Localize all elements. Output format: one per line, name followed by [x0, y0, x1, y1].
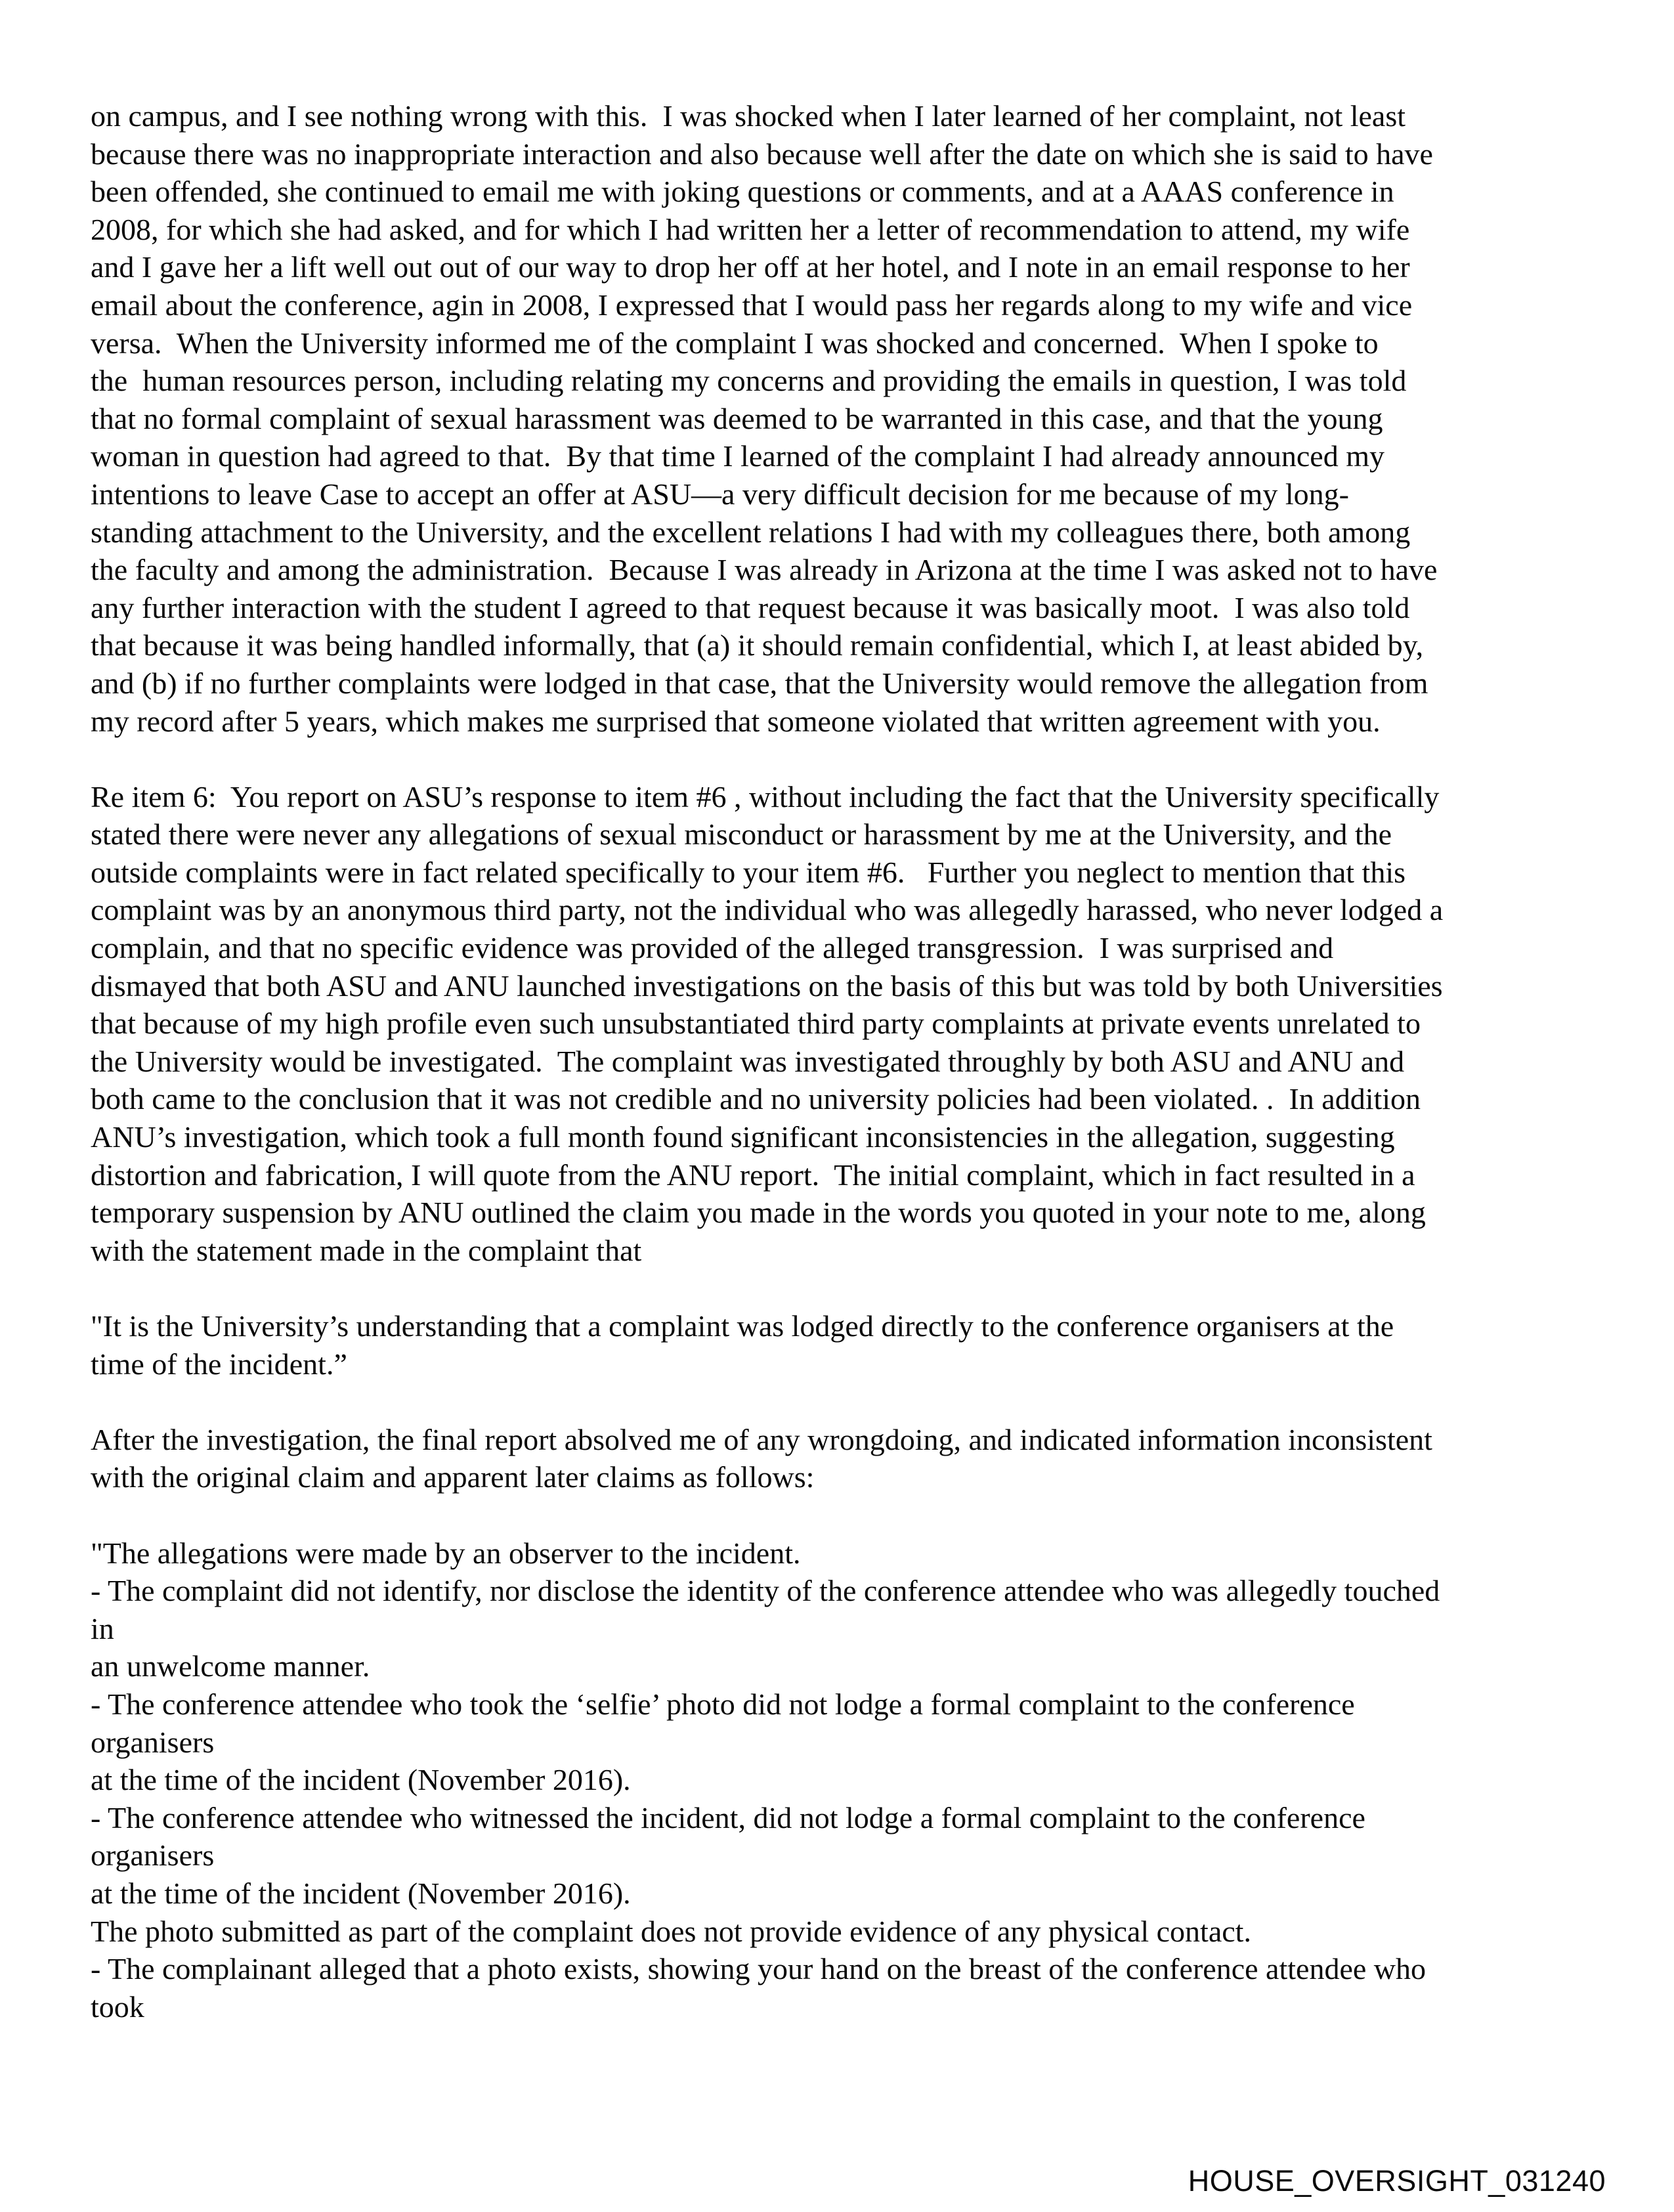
text-line: at the time of the incident (November 2016). [91, 1763, 631, 1797]
text-line: that because of my high profile even such unsubstantiated third party complaints at private events unrelated to [91, 1007, 1421, 1041]
text-line: - The conference attendee who witnessed the incident, did not lodge a formal complaint to the conference [91, 1800, 1365, 1834]
text-line: The photo submitted as part of the complaint does not provide evidence of any physical contact. [91, 1914, 1251, 1948]
text-line: that no formal complaint of sexual harassment was deemed to be warranted in this case, and that the young [91, 401, 1383, 435]
text-line: outside complaints were in fact related specifically to your item #6. Further you neglect to mention that this [91, 855, 1406, 889]
text-line: temporary suspension by ANU outlined the claim you made in the words you quoted in your note to me, along [91, 1196, 1426, 1230]
text-line: the faculty and among the administration. Because I was already in Arizona at the time I was asked not to have [91, 553, 1438, 587]
text-line: my record after 5 years, which makes me surprised that someone violated that written agreement with you. [91, 704, 1381, 738]
text-line: complaint was by an anonymous third party, not the individual who was allegedly harassed, who never lodged a [91, 893, 1444, 927]
text-line: because there was no inappropriate interaction and also because well after the date on which she is said to have [91, 137, 1433, 171]
text-line: and (b) if no further complaints were lodged in that case, that the University would remove the allegation from [91, 666, 1428, 700]
text-line: woman in question had agreed to that. By that time I learned of the complaint I had already announced my [91, 439, 1384, 473]
text-line: ANU’s investigation, which took a full month found significant inconsistencies in the allegation, suggesting [91, 1120, 1395, 1154]
text-line: organisers [91, 1725, 215, 1759]
text-line: stated there were never any allegations of sexual misconduct or harassment by me at the University, and the [91, 817, 1392, 852]
text-line: "It is the University’s understanding that a complaint was lodged directly to the conference organisers at the [91, 1309, 1394, 1343]
paragraph-after-investigation [91, 1421, 1620, 1496]
paragraph-university-quote [91, 1307, 1620, 1383]
text-line: time of the incident.” [91, 1347, 347, 1381]
text-line: versa. When the University informed me of the complaint I was shocked and concerned. When I spoke to [91, 326, 1379, 360]
text-line: dismayed that both ASU and ANU launched investigations on the basis of this but was told by both Universities [91, 968, 1443, 1003]
text-line: complain, and that no specific evidence was provided of the alleged transgression. I was surprised and [91, 931, 1334, 965]
text-line: "The allegations were made by an observer to the incident. [91, 1536, 801, 1570]
text-line: an unwelcome manner. [91, 1649, 370, 1683]
text-line: in [91, 1611, 114, 1645]
document-body [91, 97, 1620, 2026]
text-line: on campus, and I see nothing wrong with this. I was shocked when I later learned of her complaint, not least [91, 99, 1406, 133]
text-line: the human resources person, including relating my concerns and providing the emails in question, I was told [91, 364, 1407, 398]
text-line: at the time of the incident (November 2016). [91, 1876, 631, 1910]
paragraph-campus-complaint [91, 97, 1620, 740]
text-line: took [91, 1989, 144, 2024]
text-line: both came to the conclusion that it was not credible and no university policies had been violated. . In addition [91, 1082, 1421, 1116]
bates-stamp: HOUSE_OVERSIGHT_031240 [1188, 2164, 1606, 2198]
text-line: organisers [91, 1838, 215, 1873]
text-line: standing attachment to the University, and the excellent relations I had with my colleagues there, both among [91, 515, 1411, 549]
text-line: and I gave her a lift well out out of our way to drop her off at her hotel, and I note in an email response to her [91, 250, 1410, 284]
text-line: - The complainant alleged that a photo exists, showing your hand on the breast of the conference attendee who [91, 1952, 1426, 1986]
text-line: Re item 6: You report on ASU’s response to item #6 , without including the fact that the University specifically [91, 779, 1440, 813]
paragraph-report-findings [91, 1534, 1620, 2026]
text-line: distortion and fabrication, I will quote from the ANU report. The initial complaint, which in fact resulted in a [91, 1158, 1415, 1192]
text-line: been offended, she continued to email me with joking questions or comments, and at a AAAS conference in [91, 175, 1394, 209]
text-line: 2008, for which she had asked, and for which I had written her a letter of recommendation to attend, my wife [91, 212, 1410, 246]
text-line: the University would be investigated. The complaint was investigated throughly by both ASU and ANU and [91, 1044, 1405, 1078]
text-line: any further interaction with the student I agreed to that request because it was basically moot. I was also told [91, 590, 1410, 624]
text-line: - The complaint did not identify, nor disclose the identity of the conference attendee who was allegedly touched [91, 1574, 1440, 1608]
text-line: with the original claim and apparent later claims as follows: [91, 1460, 815, 1494]
text-line: - The conference attendee who took the ‘selfie’ photo did not lodge a formal complaint to the conference [91, 1687, 1355, 1721]
text-line: intentions to leave Case to accept an offer at ASU—a very difficult decision for me because of my long- [91, 477, 1349, 511]
paragraph-re-item-6 [91, 778, 1620, 1270]
text-line: with the statement made in the complaint that [91, 1233, 642, 1267]
text-line: After the investigation, the final report absolved me of any wrongdoing, and indicated information inconsistent [91, 1422, 1432, 1456]
text-line: email about the conference, agin in 2008, I expressed that I would pass her regards along to my wife and vice [91, 288, 1413, 322]
text-line: that because it was being handled informally, that (a) it should remain confidential, which I, at least abided by, [91, 628, 1424, 662]
